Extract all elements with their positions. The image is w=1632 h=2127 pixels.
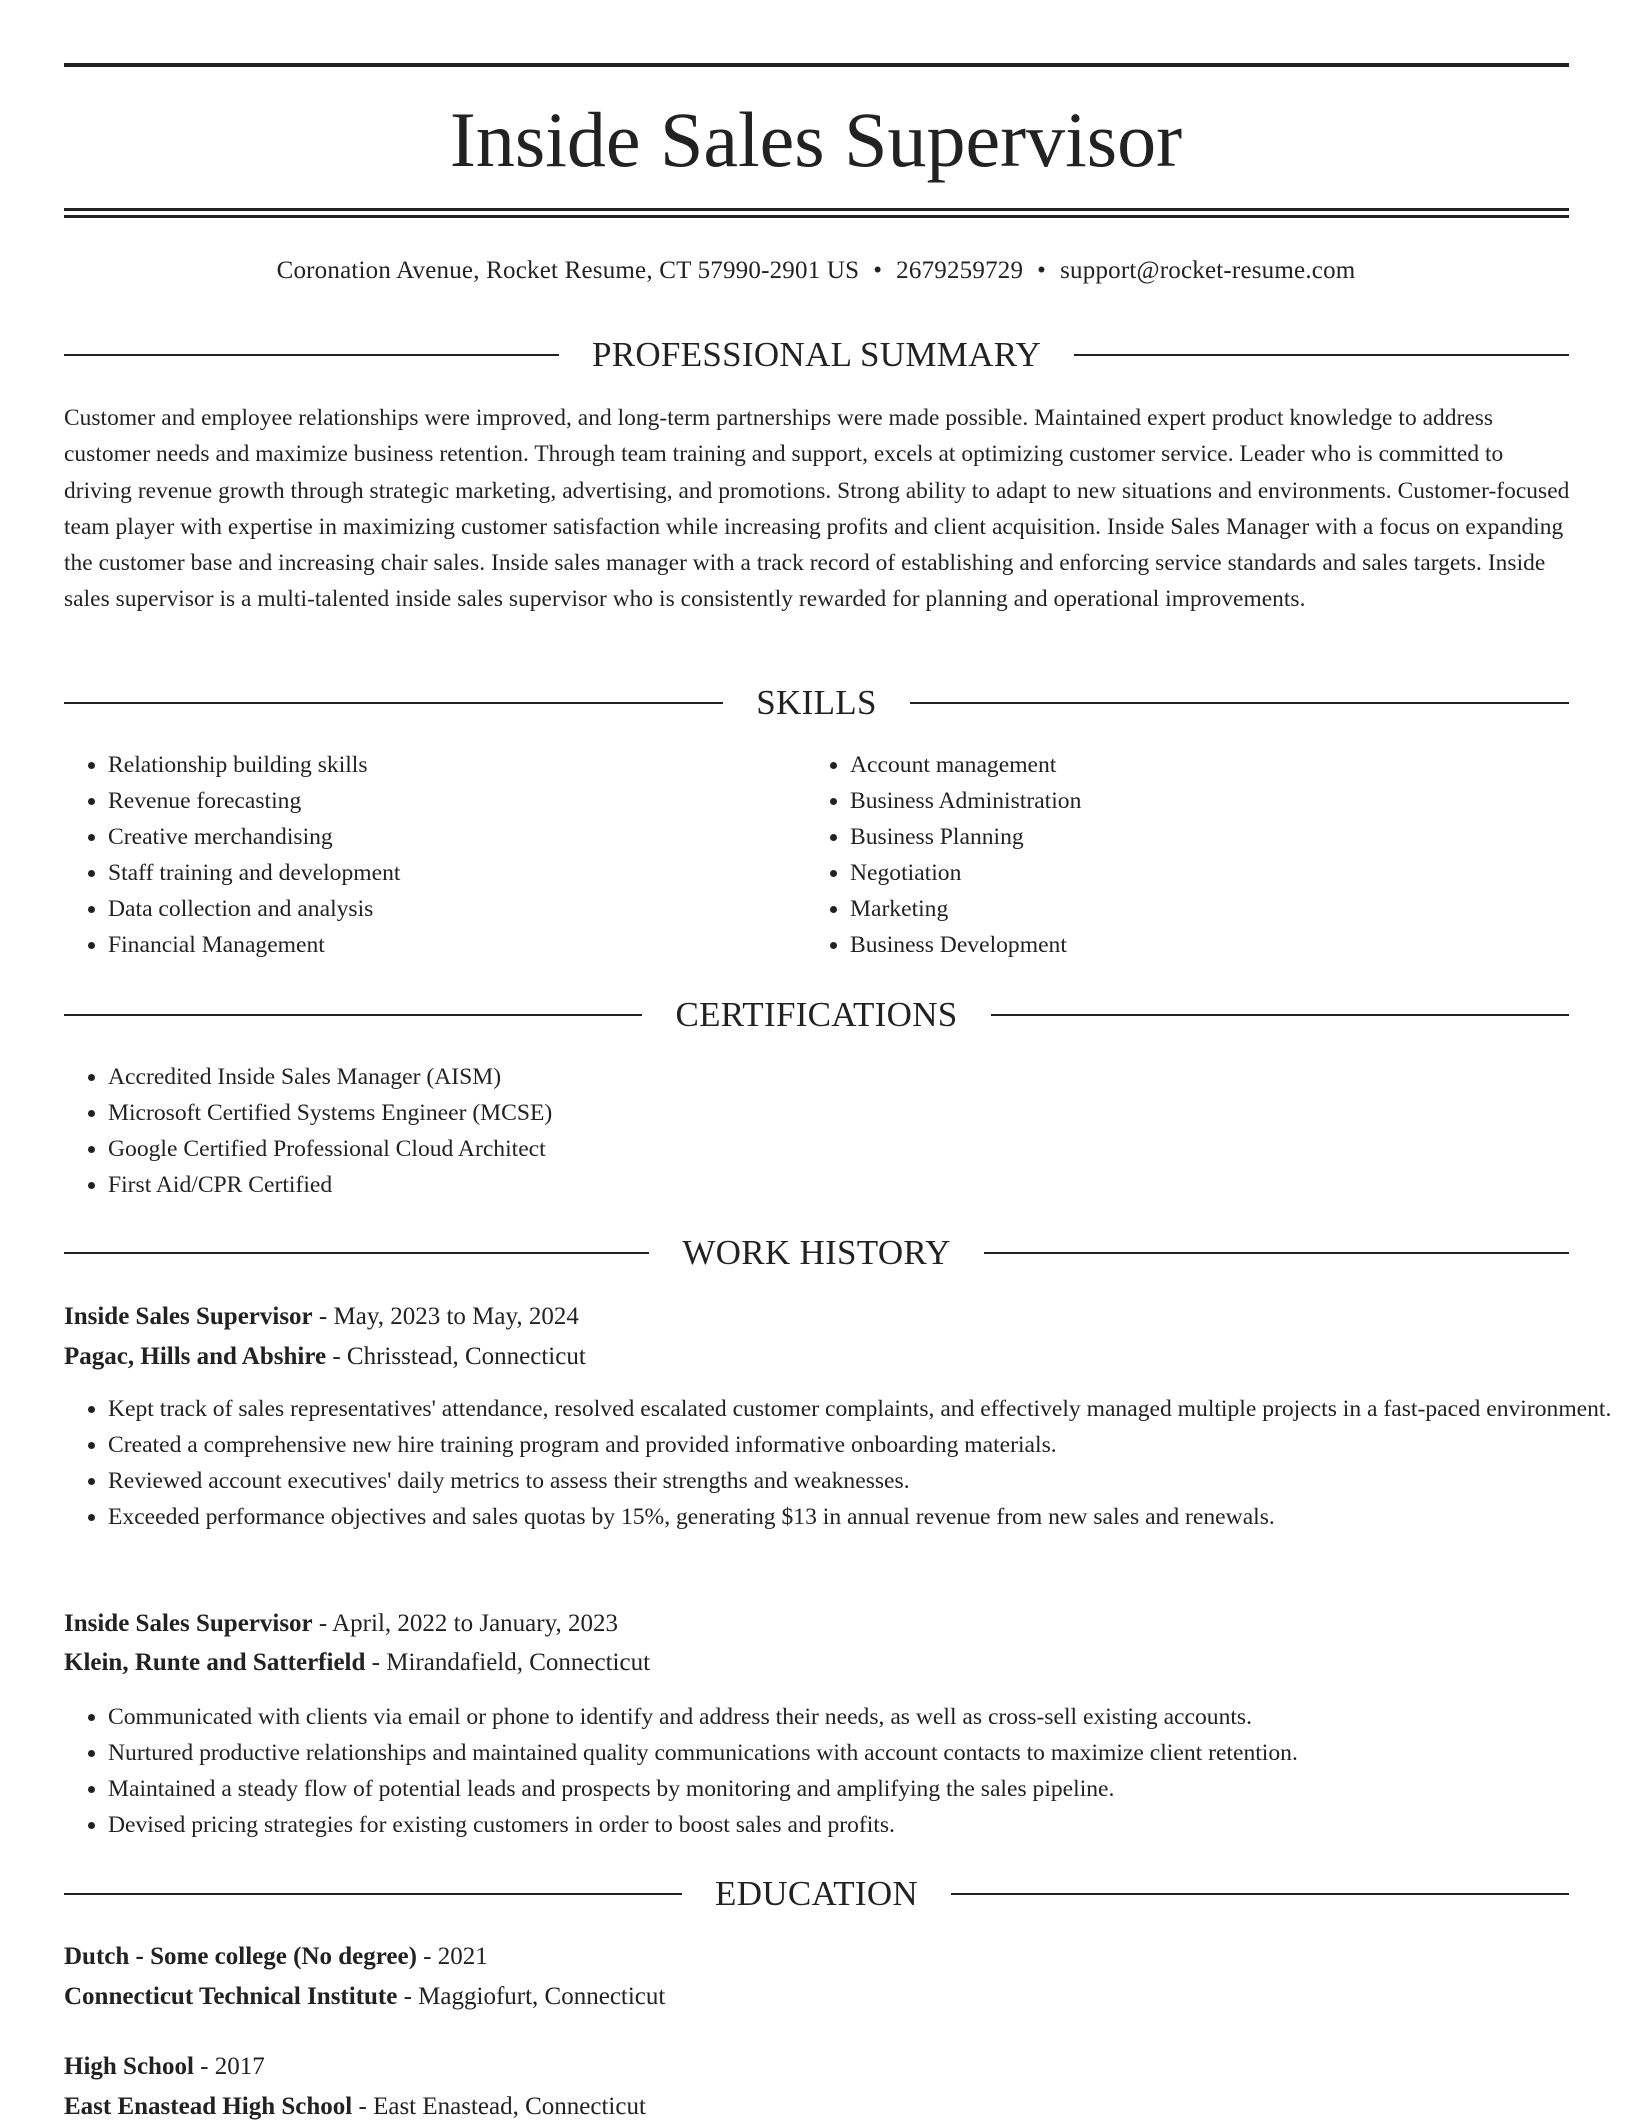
job-bullet: • Nurtured productive relationships and maintained quality communications with account contacts to maximize client retention. [108,1735,1628,1771]
job-bullet: • Reviewed account executives' daily metrics to assess their strengths and weaknesses. [108,1463,1628,1499]
job-title-line [64,1604,1574,1644]
skill-item: • Staff training and development [108,855,788,891]
job-bullets [64,1391,1628,1535]
education-school: East Enastead High School [64,2093,353,2120]
header-bottom-rule-1 [64,208,1569,211]
summary-heading [64,333,1569,377]
heading-rule-left [64,354,559,356]
contact-separator: • [873,257,883,284]
header-bottom-rule-2 [64,215,1569,218]
job-company: Klein, Runte and Satterfield [64,1649,366,1676]
education-degree-line [64,1937,1574,1977]
skill-item: • Financial Management [108,927,788,963]
contact-address: Coronation Avenue, Rocket Resume, CT 57990-2901 US [276,257,860,284]
job-bullet: • Maintained a steady flow of potential leads and prospects by monitoring and amplifying the sales pipeline. [108,1771,1628,1807]
work-history-heading-text: WORK HISTORY [682,1233,951,1272]
certifications-heading [64,993,1569,1037]
header-top-rule [64,63,1569,67]
certifications-heading-text: CERTIFICATIONS [675,995,958,1034]
skill-item: • Marketing [850,891,1550,927]
education-degree-line [64,2047,1574,2087]
heading-rule-right [991,1014,1569,1016]
education-location: - Maggiofurt, Connecticut [397,1983,666,2010]
skill-item: • Relationship building skills [108,747,788,783]
education-year: - 2017 [193,2053,265,2080]
job-company-line [64,1337,1574,1377]
contact-email: support@rocket-resume.com [1060,257,1356,284]
certification-item: • Accredited Inside Sales Manager (AISM) [108,1059,1568,1095]
contact-phone: 2679259729 [896,257,1024,284]
skill-item: • Business Planning [850,819,1550,855]
education-heading-text: EDUCATION [715,1874,918,1913]
education-location: - East Enastead, Connecticut [352,2093,646,2120]
job-dates: - April, 2022 to January, 2023 [312,1610,618,1637]
summary-text: Customer and employee relationships were improved, and long-term partnerships were made possible. Maintained expert product knowledge to address customer needs and maximize business retention. Through team training and support, excels at optimizing customer service. Leader who is committed to driving revenue growth through strategic marketing, advertising, and promotions. Strong ability to adapt to new situations and environments. Customer-focused team player with expertise in maximizing customer satisfaction while increasing profits and client acquisition. Inside Sales Manager with a focus on expanding the customer base and increasing chair sales. Inside sales manager with a track record of establishing and enforcing service standards and sales targets. Inside sales supervisor is a multi-talented inside sales supervisor who is consistently rewarded for planning and operational improvements. [64,405,1570,613]
skill-item: • Revenue forecasting [108,783,788,819]
contact-line [0,254,1632,288]
job-company-line [64,1643,1574,1683]
heading-rule-right [910,702,1569,704]
contact-separator: • [1037,257,1047,284]
heading-rule-left [64,1893,682,1895]
certifications-list [64,1059,1568,1203]
heading-rule-left [64,702,723,704]
education-degree: Dutch - Some college (No degree) [64,1943,417,1970]
job-company: Pagac, Hills and Abshire [64,1343,327,1370]
skill-item: • Creative merchandising [108,819,788,855]
skills-list-left [64,747,788,963]
education-school: Connecticut Technical Institute [64,1983,398,2010]
education-school-line [64,1977,1574,2017]
skills-heading-text: SKILLS [756,683,877,722]
job-title-line [64,1297,1574,1337]
heading-rule-right [984,1252,1569,1254]
job-bullet: • Created a comprehensive new hire training program and provided informative onboarding materials. [108,1427,1628,1463]
skill-item: • Business Development [850,927,1550,963]
heading-rule-right [951,1893,1569,1895]
heading-rule-left [64,1014,642,1016]
education-degree: High School [64,2053,194,2080]
skills-list-right [806,747,1550,963]
heading-rule-right [1074,354,1569,356]
education-school-line [64,2087,1574,2127]
certification-item: • Microsoft Certified Systems Engineer (MCSE) [108,1095,1568,1131]
job-location: - Chrisstead, Connecticut [326,1343,586,1370]
skill-item: • Negotiation [850,855,1550,891]
summary-heading-text: PROFESSIONAL SUMMARY [591,335,1042,374]
job-bullet: • Kept track of sales representatives' attendance, resolved escalated customer complaints, and effectively managed multiple projects in a fast-paced environment. [108,1391,1628,1427]
job-dates: - May, 2023 to May, 2024 [312,1303,579,1330]
resume-name: Inside Sales Supervisor [449,96,1183,183]
skill-item: • Data collection and analysis [108,891,788,927]
certification-item: • Google Certified Professional Cloud Architect [108,1131,1568,1167]
job-bullet: • Devised pricing strategies for existing customers in order to boost sales and profits. [108,1807,1628,1843]
education-heading [64,1872,1569,1916]
heading-rule-left [64,1252,649,1254]
skills-heading [64,681,1569,725]
job-bullet: • Communicated with clients via email or phone to identify and address their needs, as well as cross-sell existing accounts. [108,1699,1628,1735]
skill-item: • Business Administration [850,783,1550,819]
skill-item: • Account management [850,747,1550,783]
job-title: Inside Sales Supervisor [64,1303,313,1330]
job-bullets [64,1699,1628,1843]
job-location: - Mirandafield, Connecticut [365,1649,651,1676]
job-title: Inside Sales Supervisor [64,1610,313,1637]
certification-item: • First Aid/CPR Certified [108,1167,1568,1203]
job-bullet: • Exceeded performance objectives and sales quotas by 15%, generating $13 in annual revenue from new sales and renewals. [108,1499,1628,1535]
work-history-heading [64,1231,1569,1275]
education-year: - 2021 [416,1943,488,1970]
